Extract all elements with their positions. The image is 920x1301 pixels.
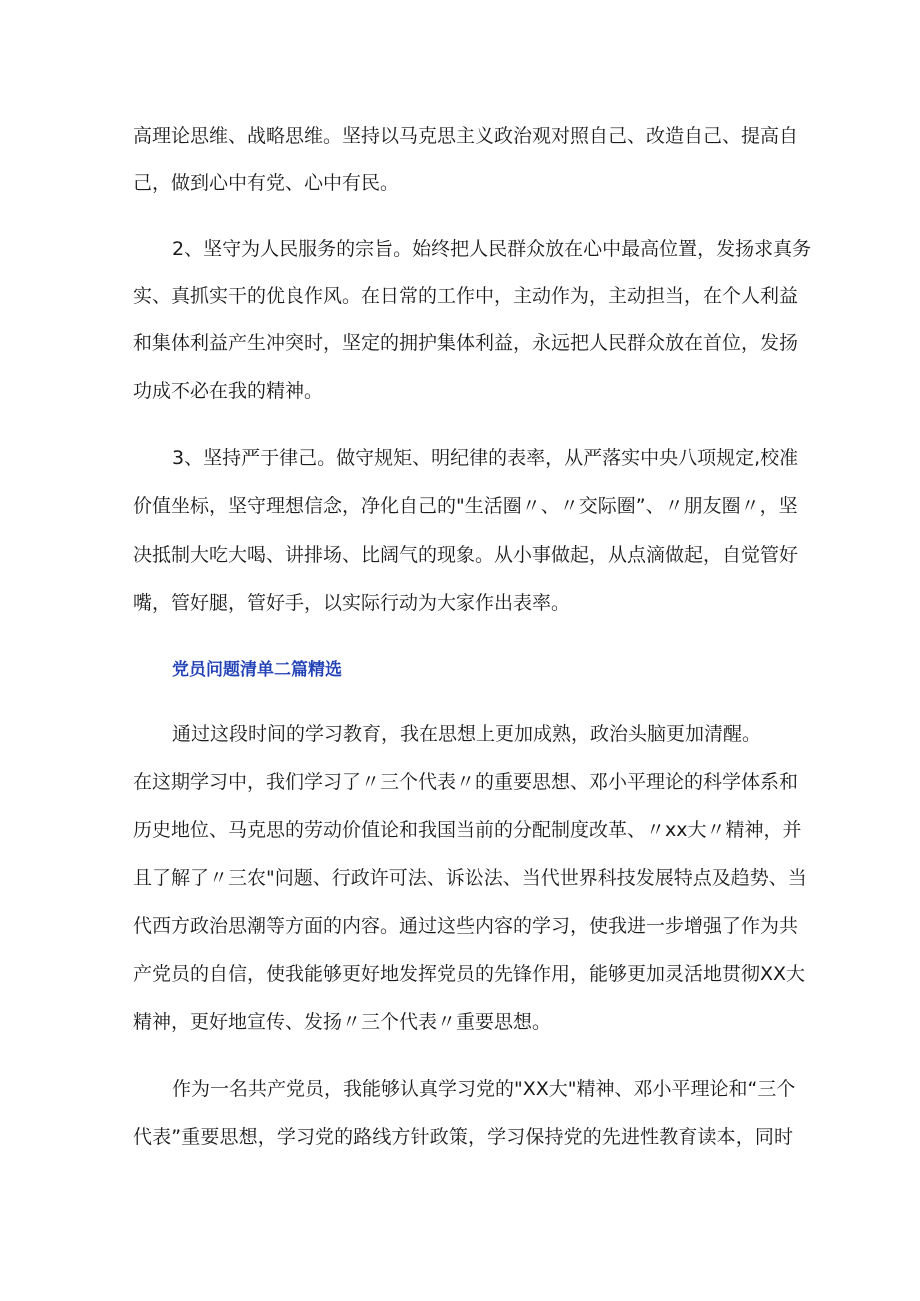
paragraph-line: 精神，更好地宣传、发扬〃三个代表〃重要思想。 bbox=[133, 1011, 552, 1033]
paragraph-line: 决抵制大吃大喝、讲排场、比阔气的现象。从小事做起，从点滴做起，自觉管好 bbox=[133, 544, 799, 566]
paragraph-line: 己，做到心中有党、心中有民。 bbox=[133, 172, 400, 194]
paragraph-line: 作为一名共产党员，我能够认真学习党的"XX大"精神、邓小平理论和“三个 bbox=[172, 1078, 796, 1100]
paragraph-line: 产党员的自信，使我能够更好地发挥党员的先锋作用，能够更加灵活地贯彻XX大 bbox=[133, 963, 806, 985]
paragraph-line: 和集体利益产生冲突时，坚定的拥护集体利益，永远把人民群众放在首位，发扬 bbox=[133, 332, 799, 354]
section-heading: 党员问题清单二篇精选 bbox=[172, 660, 342, 680]
paragraph-line: 嘴，管好腿，管好手，以实际行动为大家作出表率。 bbox=[133, 592, 571, 614]
paragraph-line: 实、真抓实干的优良作风。在日常的工作中，主动作为，主动担当，在个人利益 bbox=[133, 285, 799, 307]
paragraph-line: 通过这段时间的学习教育，我在思想上更加成熟，政治头脑更加清醒。 bbox=[172, 723, 762, 745]
paragraph-line: 价值坐标，坚守理想信念，净化自己的"生活圈〃、〃交际圈”、〃朋友圈〃，坚 bbox=[133, 495, 798, 517]
paragraph-line: 在这期学习中，我们学习了〃三个代表〃的重要思想、邓小平理论的科学体系和 bbox=[133, 771, 799, 793]
paragraph-line: 代西方政治思潮等方面的内容。通过这些内容的学习，使我进一步增强了作为共 bbox=[133, 915, 799, 937]
paragraph-line: 2、坚守为人民服务的宗旨。始终把人民群众放在心中最高位置，发扬求真务 bbox=[172, 238, 812, 260]
paragraph-line: 功成不必在我的精神。 bbox=[133, 380, 324, 402]
paragraph-line: 代表”重要思想，学习党的路线方针政策，学习保持党的先进性教育读本，同时 bbox=[133, 1126, 793, 1148]
paragraph-line: 历史地位、马克思的劳动价值论和我国当前的分配制度改革、〃xx大〃精神，并 bbox=[133, 819, 802, 841]
paragraph-line: 高理论思维、战略思维。坚持以马克思主义政治观对照自己、改造自己、提高自 bbox=[133, 125, 799, 147]
paragraph-line: 且了解了〃三农"问题、行政许可法、诉讼法、当代世界科技发展特点及趋势、当 bbox=[133, 867, 807, 889]
paragraph-line: 3、坚持严于律己。做守规矩、明纪律的表率，从严落实中央八项规定,校准 bbox=[172, 447, 799, 469]
